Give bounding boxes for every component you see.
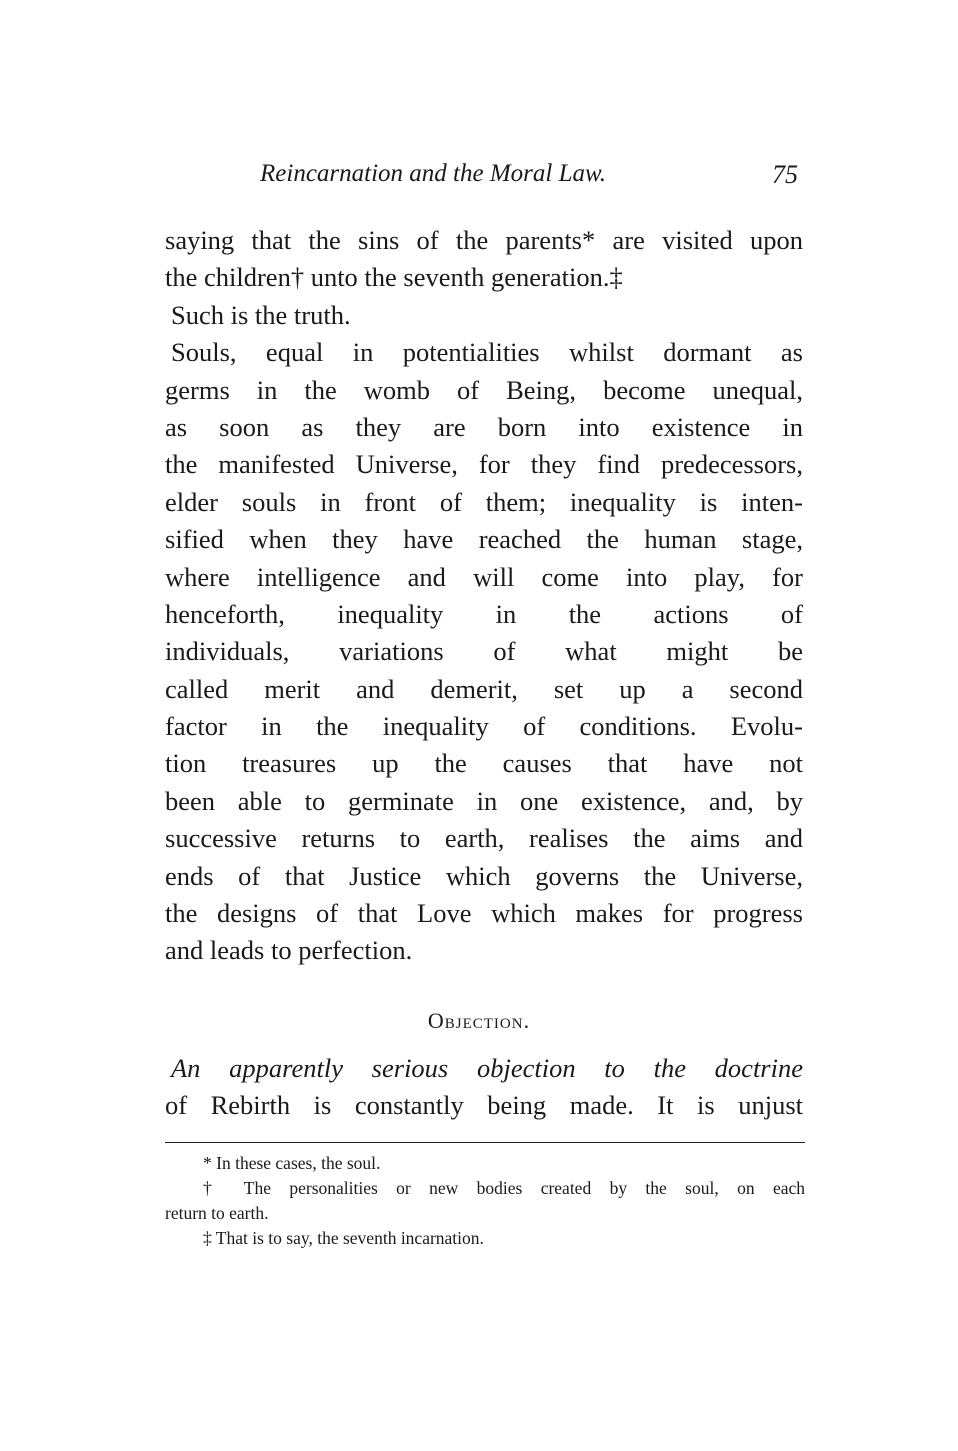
text-line: sified when they have reached the human stage,	[165, 524, 803, 555]
footnote: † The personalities or new bodies created by the soul, on each	[203, 1178, 805, 1198]
text-line: individuals, variations of what might be	[165, 636, 803, 667]
text-line: the manifested Universe, for they find predecessors,	[165, 449, 803, 480]
text-line: Such is the truth.	[171, 299, 351, 330]
text-line: An apparently serious objection to the doctrine	[171, 1053, 803, 1083]
text-line: where intelligence and will come into play, for	[165, 561, 803, 592]
footnote: * In these cases, the soul.	[203, 1153, 381, 1173]
body-text	[165, 222, 803, 970]
text-line: successive returns to earth, realises the aims and	[165, 823, 803, 854]
footnote-rule	[165, 1142, 805, 1143]
footnotes	[165, 1151, 805, 1251]
page-number: 75	[772, 160, 798, 189]
text-line: tion treasures up the causes that have not	[165, 748, 803, 779]
text-line: factor in the inequality of conditions. Evolu-	[165, 711, 803, 742]
text-line: elder souls in front of them; inequality is inten-	[165, 486, 803, 517]
footnote: ‡ That is to say, the seventh incarnation.	[203, 1228, 484, 1248]
text-line: the children† unto the seventh generation.‡	[165, 262, 623, 293]
text-line: henceforth, inequality in the actions of	[165, 598, 803, 629]
text-line: ends of that Justice which governs the Universe,	[165, 860, 803, 891]
section-heading: Objection.	[427, 1008, 531, 1033]
footnote-continuation: return to earth.	[165, 1203, 269, 1223]
running-header: Reincarnation and the Moral Law.	[260, 160, 607, 187]
text-line: the designs of that Love which makes for progress	[165, 898, 803, 929]
objection-paragraph	[165, 1050, 803, 1125]
text-line: of Rebirth is constantly being made. It is unjust	[165, 1090, 803, 1121]
text-line: called merit and demerit, set up a second	[165, 673, 803, 704]
text-line: saying that the sins of the parents* are visited upon	[165, 225, 803, 255]
text-line: and leads to perfection.	[165, 935, 413, 966]
text-line: as soon as they are born into existence in	[165, 411, 803, 442]
text-line: germs in the womb of Being, become unequal,	[165, 374, 803, 405]
text-line: Souls, equal in potentialities whilst dormant as	[171, 337, 803, 368]
text-line: been able to germinate in one existence, and, by	[165, 785, 803, 816]
